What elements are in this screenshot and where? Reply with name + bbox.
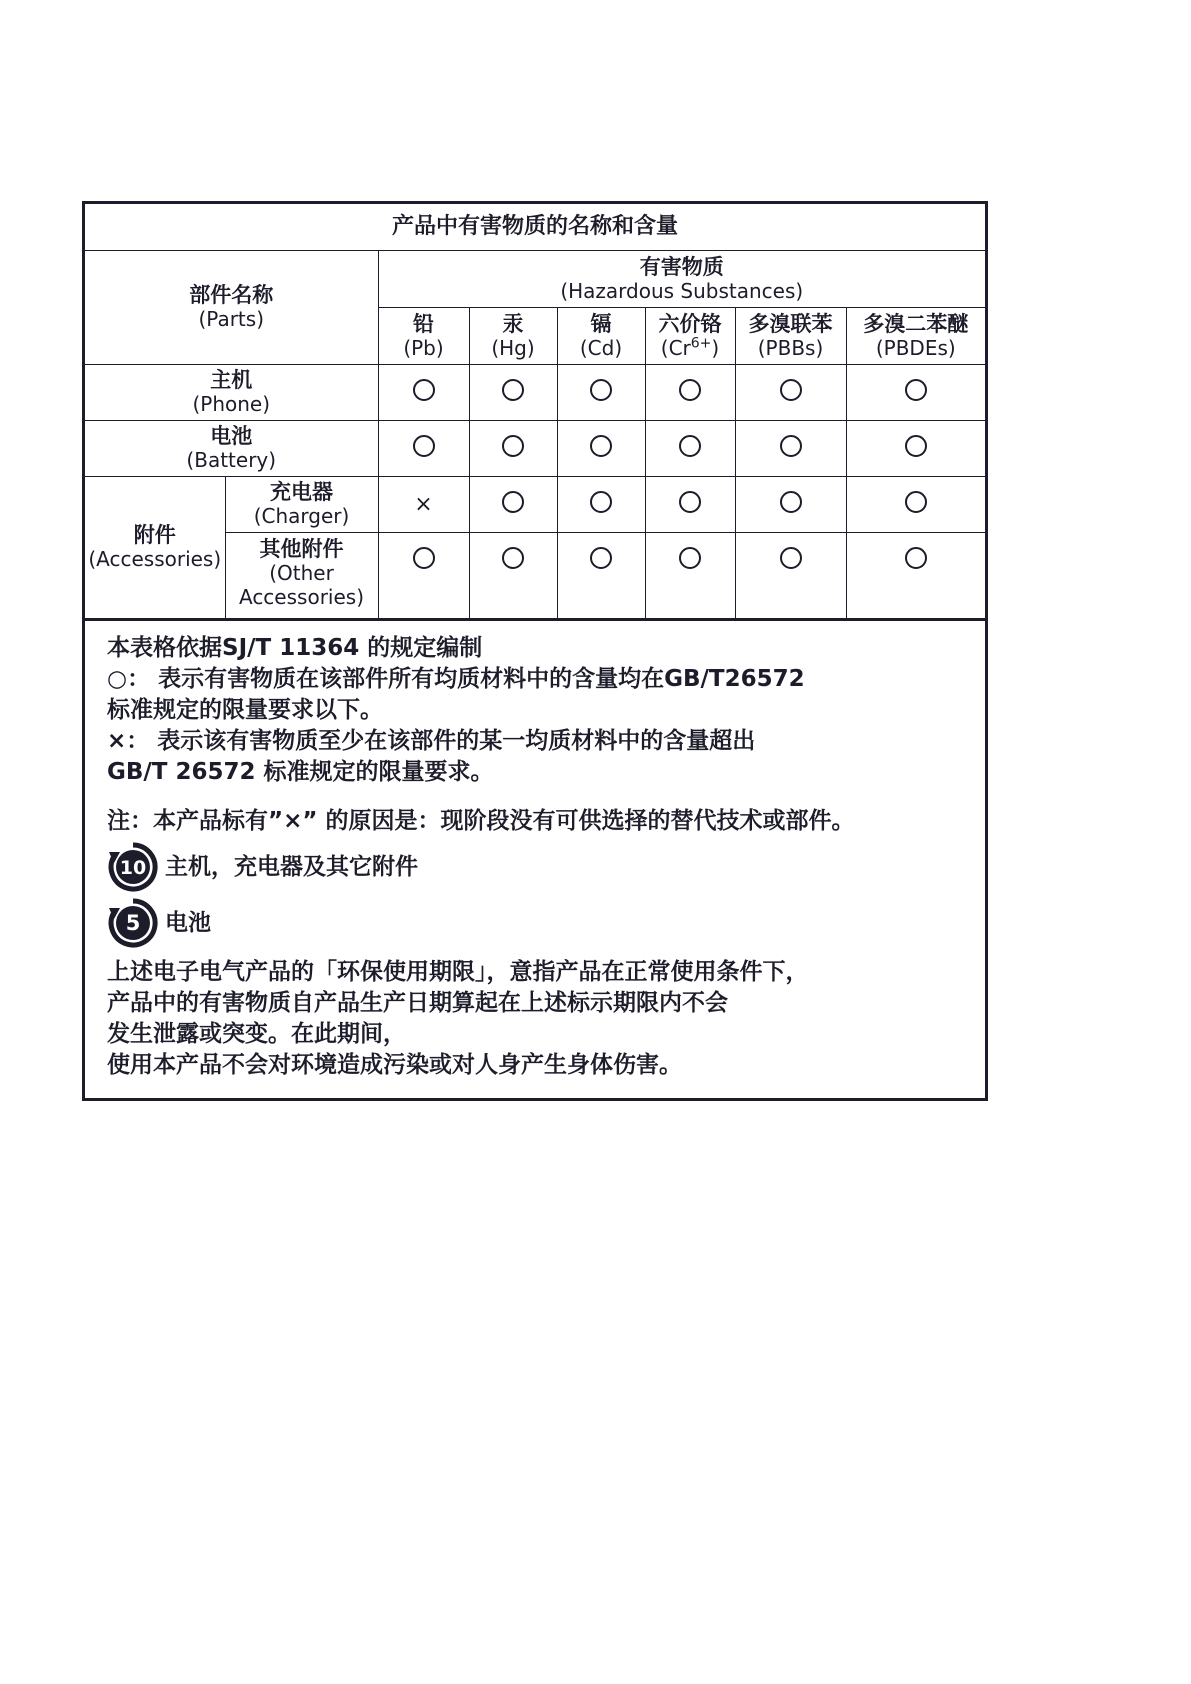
epup-5-text: 电池 xyxy=(165,909,211,936)
epup-10-number: 10 xyxy=(119,857,147,879)
mark-cell xyxy=(645,364,735,420)
hazardous-substances-table xyxy=(85,204,985,619)
mark-cell xyxy=(378,364,469,420)
substance-pb-en: (Pb) xyxy=(403,335,444,360)
row-phone-zh: 主机 xyxy=(210,368,253,392)
hazard-header-en: (Hazardous Substances) xyxy=(560,278,804,303)
epup-5-icon xyxy=(107,897,159,949)
circle-mark-icon xyxy=(679,547,701,569)
epup-10-icon xyxy=(107,841,159,893)
row-label-other-accessories xyxy=(225,532,378,618)
mark-cell xyxy=(846,364,985,420)
mark-cell xyxy=(846,420,985,476)
substance-pbbs xyxy=(735,307,846,364)
circle-mark-icon xyxy=(502,379,524,401)
substance-pbbs-en: (PBBs) xyxy=(757,335,824,360)
mark-cell xyxy=(846,532,985,618)
substance-hg xyxy=(469,307,557,364)
mark-cell xyxy=(645,420,735,476)
parts-header-en: (Parts) xyxy=(198,307,264,331)
mark-cell xyxy=(378,476,469,532)
substance-pb-zh: 铅 xyxy=(413,311,434,336)
substance-cd-en: (Cd) xyxy=(579,335,623,360)
cr6-superscript: 6+ xyxy=(690,334,712,351)
charger-en: (Charger) xyxy=(253,504,350,528)
row-battery-zh: 电池 xyxy=(210,424,253,448)
note-circle-definition: ○： 表示有害物质在该部件所有均质材料中的含量均在GB/T26572 xyxy=(107,666,805,692)
parts-header-zh: 部件名称 xyxy=(189,283,274,307)
epup-10-text: 主机，充电器及其它附件 xyxy=(165,853,418,880)
circle-mark-icon xyxy=(780,547,802,569)
mark-cell xyxy=(735,364,846,420)
substance-cr6 xyxy=(645,307,735,364)
note-cross-definition-cont: GB/T 26572 标准规定的限量要求。 xyxy=(107,759,494,785)
mark-cell xyxy=(469,476,557,532)
circle-mark-icon xyxy=(502,491,524,513)
circle-mark-icon xyxy=(905,435,927,457)
circle-mark-icon xyxy=(502,547,524,569)
mark-cell xyxy=(645,476,735,532)
mark-cell xyxy=(557,476,645,532)
hazard-header-zh: 有害物质 xyxy=(639,254,724,279)
substance-pbdes xyxy=(846,307,985,364)
mark-cell xyxy=(469,420,557,476)
row-label-accessories xyxy=(85,476,225,618)
substance-cr6-zh: 六价铬 xyxy=(658,311,722,336)
cr6-suffix: ) xyxy=(711,335,720,360)
mark-cell xyxy=(735,532,846,618)
circle-mark-icon xyxy=(590,435,612,457)
mark-cell xyxy=(378,532,469,618)
epup-row-10 xyxy=(107,841,965,893)
circle-mark-icon xyxy=(679,379,701,401)
other-accessories-zh: 其他附件 xyxy=(259,536,344,561)
circle-mark-icon xyxy=(590,379,612,401)
circle-mark-icon xyxy=(679,491,701,513)
substance-pbbs-zh: 多溴联苯 xyxy=(748,311,833,336)
epup-explanation-4: 使用本产品不会对环境造成污染或对人身产生身体伤害。 xyxy=(107,1052,682,1078)
row-phone-en: (Phone) xyxy=(192,392,271,416)
circle-mark-icon xyxy=(679,435,701,457)
other-accessories-en2: Accessories) xyxy=(238,584,364,609)
mark-cell xyxy=(735,420,846,476)
epup-explanation-1: 上述电子电气产品的「环保使用期限」，意指产品在正常使用条件下， xyxy=(107,959,809,985)
table-row-charger xyxy=(85,476,985,532)
substance-hg-zh: 汞 xyxy=(502,311,524,336)
mark-cell xyxy=(469,364,557,420)
circle-mark-icon xyxy=(590,491,612,513)
note-circle-definition-cont: 标准规定的限量要求以下。 xyxy=(107,697,383,723)
note-basis: 本表格依据SJ/T 11364 的规定编制 xyxy=(107,635,483,661)
hazardous-substances-document xyxy=(82,201,988,1101)
row-battery-en: (Battery) xyxy=(186,448,277,472)
mark-cell xyxy=(557,420,645,476)
epup-row-5 xyxy=(107,897,965,949)
accessories-en: (Accessories) xyxy=(88,547,222,571)
cr6-prefix: (Cr xyxy=(660,335,691,360)
circle-mark-icon xyxy=(780,491,802,513)
accessories-zh: 附件 xyxy=(133,523,176,547)
substance-cd-zh: 镉 xyxy=(590,311,612,336)
mark-cell xyxy=(846,476,985,532)
note-cross-definition: ×： 表示该有害物质至少在该部件的某一均质材料中的含量超出 xyxy=(107,728,756,754)
hazard-header xyxy=(378,250,985,307)
row-label-battery xyxy=(85,420,378,476)
parts-header xyxy=(85,250,378,364)
cross-mark-icon: × xyxy=(414,491,433,517)
substance-hg-en: (Hg) xyxy=(491,335,535,360)
mark-cell xyxy=(557,364,645,420)
circle-mark-icon xyxy=(413,379,435,401)
table-title: 产品中有害物质的名称和含量 xyxy=(85,204,985,250)
substance-pb xyxy=(378,307,469,364)
circle-mark-icon xyxy=(590,547,612,569)
circle-mark-icon xyxy=(780,379,802,401)
circle-mark-icon xyxy=(905,491,927,513)
circle-mark-icon xyxy=(780,435,802,457)
mark-cell xyxy=(735,476,846,532)
epup-5-number: 5 xyxy=(125,911,141,935)
note-reason: 注：本产品标有”×” 的原因是：现阶段没有可供选择的替代技术或部件。 xyxy=(107,808,855,834)
epup-explanation-3: 发生泄露或突变。在此期间， xyxy=(107,1021,406,1047)
row-label-charger xyxy=(225,476,378,532)
other-accessories-en1: (Other xyxy=(269,560,334,585)
circle-mark-icon xyxy=(502,435,524,457)
circle-mark-icon xyxy=(413,547,435,569)
mark-cell xyxy=(469,532,557,618)
circle-mark-icon xyxy=(905,547,927,569)
table-row-battery xyxy=(85,420,985,476)
epup-explanation-2: 产品中的有害物质自产品生产日期算起在上述标示期限内不会 xyxy=(107,990,728,1016)
mark-cell xyxy=(557,532,645,618)
notes-section xyxy=(85,618,985,1098)
charger-zh: 充电器 xyxy=(270,480,333,504)
circle-mark-icon xyxy=(413,435,435,457)
mark-cell xyxy=(378,420,469,476)
substance-pbdes-zh: 多溴二苯醚 xyxy=(863,311,969,336)
substance-cd xyxy=(557,307,645,364)
mark-cell xyxy=(645,532,735,618)
row-label-phone xyxy=(85,364,378,420)
substance-pbdes-en: (PBDEs) xyxy=(875,335,956,360)
substance-cr6-en xyxy=(646,336,735,360)
table-row-phone xyxy=(85,364,985,420)
circle-mark-icon xyxy=(905,379,927,401)
